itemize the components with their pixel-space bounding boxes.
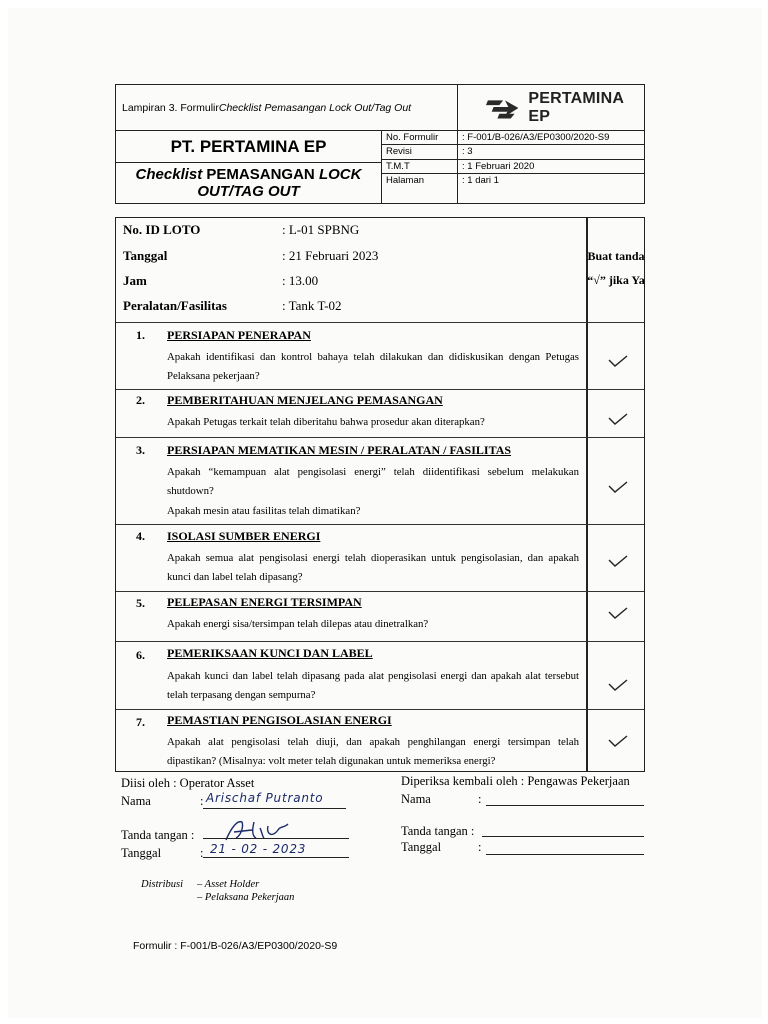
peralatan-label: Peralatan/Fasilitas [123, 298, 227, 313]
checklist-table [115, 217, 645, 772]
section-7-title: PEMASTIAN PENGISOLASIAN ENERGI [167, 713, 392, 727]
section-2-number: 2. [136, 393, 145, 407]
section-4-title: ISOLASI SUMBER ENERGI [167, 529, 321, 543]
section-6-title: PEMERIKSAAN KUNCI DAN LABEL [167, 646, 373, 660]
nama-colon: : [200, 794, 204, 808]
meta-value-halaman: : 1 dari 1 [462, 175, 499, 186]
jam-value: : 13.00 [282, 273, 319, 288]
reviewer-tanda-line [482, 836, 644, 837]
tanggal-value: : 21 Februari 2023 [282, 248, 379, 263]
reviewer-tanda-label: Tanda tangan : [401, 824, 475, 838]
row-divider [116, 591, 644, 592]
column-divider [586, 218, 588, 771]
row-divider [116, 322, 644, 323]
form-title-line1 [136, 166, 362, 183]
section-2-question: Apakah Petugas terkait telah diberitahu bahwa prosedur akan diterapkan? [167, 416, 485, 428]
checkmark-icon [608, 480, 628, 494]
lampiran-italic: Checklist Pemasangan Lock Out/Tag Out [218, 101, 412, 114]
row-divider [116, 437, 644, 438]
section-6-number: 6. [136, 648, 145, 662]
diperiksa-oleh: Diperiksa kembali oleh : Pengawas Pekerjaan [401, 774, 630, 788]
signature-scribble [222, 818, 292, 844]
lampiran-prefix: Lampiran 3. Formulir [122, 101, 219, 114]
diisi-oleh: Diisi oleh : Operator Asset [121, 776, 255, 790]
jam-label: Jam [123, 273, 147, 288]
section-7-question: Apakah alat pengisolasi telah diuji, dan apakah penghilangan energi tersimpan telah dipastikan? (Misalnya: volt meter telah digunakan untuk memeriksa energi? [167, 736, 579, 767]
title-pemasangan: PEMASANGAN [202, 166, 319, 183]
form-title-line2: OUT/TAG OUT [197, 183, 300, 200]
tanggal-handwritten: 21 - 02 - 2023 [210, 842, 307, 856]
reviewer-tanggal-label: Tanggal [401, 840, 442, 854]
meta-label-revisi: Revisi [382, 145, 458, 160]
meta-value-formulir: : F-001/B-026/A3/EP0300/2020-S9 [458, 131, 644, 145]
title-checklist: Checklist [135, 166, 203, 183]
row-divider [116, 524, 644, 525]
distribusi-label: Distribusi [141, 879, 184, 890]
peralatan-value: : Tank T-02 [282, 298, 342, 313]
section-5-title: PELEPASAN ENERGI TERSIMPAN [167, 595, 362, 609]
section-2-title: PEMBERITAHUAN MENJELANG PEMASANGAN [167, 393, 443, 407]
checkmark-icon [608, 554, 628, 568]
section-7-number: 7. [136, 715, 145, 729]
checkmark-icon [608, 678, 628, 692]
nama-label: Nama [121, 794, 151, 808]
checkmark-icon [608, 412, 628, 426]
reviewer-nama-label: Nama [401, 792, 431, 806]
row-divider [116, 641, 644, 642]
section-1-question: Apakah identifikasi dan kontrol bahaya telah dilakukan dan didiskusikan dengan Petugas Pelaksana pekerjaan? [167, 351, 579, 382]
form-title [116, 163, 382, 203]
logo-cell [458, 85, 644, 131]
section-3-question-1: Apakah “kemampuan alat pengisolasi energi” telah diidentifikasi sebelum melakukan shutdown? [167, 466, 579, 497]
reviewer-nama-colon: : [478, 792, 482, 806]
section-6-question: Apakah kunci dan label telah dipasang pada alat pengisolasi energi dan apakah alat tersebut telah terpasang dengan sempurna? [167, 670, 579, 701]
reviewer-tanggal-colon: : [478, 840, 482, 854]
checkmark-icon [608, 354, 628, 368]
reviewer-nama-line [486, 805, 644, 806]
tanda-tangan-label: Tanda tangan : [121, 828, 195, 842]
meta-label-halaman: Halaman [382, 174, 458, 203]
tanda-tangan-underline [203, 838, 349, 839]
section-3-number: 3. [136, 443, 145, 457]
checkmark-icon [608, 734, 628, 748]
logo-text: PERTAMINA EP [528, 89, 624, 125]
section-4-question: Apakah semua alat pengisolasi energi telah dioperasikan untuk pengisolasian, dan apakah kunci dan label telah dipasang? [167, 552, 579, 583]
id-loto-value: : L-01 SPBNG [282, 222, 360, 237]
section-3-title: PERSIAPAN MEMATIKAN MESIN / PERALATAN / FASILITAS [167, 443, 512, 457]
section-5-question: Apakah energi sisa/tersimpan telah dilepas atau dinetralkan? [167, 618, 429, 630]
tanggal-label: Tanggal [123, 248, 168, 263]
section-5-number: 5. [136, 596, 145, 610]
distribusi-item-2: – Pelaksana Pekerjaan [197, 892, 295, 903]
nama-underline [203, 808, 346, 809]
section-3-question-2: Apakah mesin atau fasilitas telah dimatikan? [167, 505, 361, 517]
distribusi-item-1: – Asset Holder [197, 879, 260, 890]
row-divider [116, 709, 644, 710]
section-4-number: 4. [136, 529, 145, 543]
section-1-number: 1. [136, 328, 145, 342]
tanggal-underline [203, 857, 349, 858]
meta-value-revisi: : 3 [458, 145, 644, 160]
tanggal-sig-label: Tanggal [121, 846, 162, 860]
footer-form-number: Formulir : F-001/B-026/A3/EP0300/2020-S9 [133, 940, 338, 952]
pertamina-logo-icon [486, 97, 518, 119]
form-header [115, 84, 645, 204]
checkmark-icon [608, 606, 628, 620]
section-1-title: PERSIAPAN PENERAPAN [167, 328, 311, 342]
meta-label-tmt: T.M.T [382, 160, 458, 174]
nama-handwritten: Arischaf Putranto [206, 791, 324, 805]
company-name: PT. PERTAMINA EP [116, 131, 382, 163]
buat-tanda-line2: “√” jika Ya [587, 273, 645, 287]
title-lock: LOCK [318, 166, 362, 183]
reviewer-tanggal-line [486, 854, 644, 855]
row-divider [116, 389, 644, 390]
meta-value-tmt: : 1 Februari 2020 [458, 160, 644, 174]
meta-label-formulir: No. Formulir [382, 131, 458, 145]
tanggal-sig-colon: : [200, 846, 204, 860]
buat-tanda-line1: Buat tanda [587, 249, 645, 263]
id-loto-label: No. ID LOTO [123, 222, 201, 237]
lampiran-cell [116, 85, 458, 131]
